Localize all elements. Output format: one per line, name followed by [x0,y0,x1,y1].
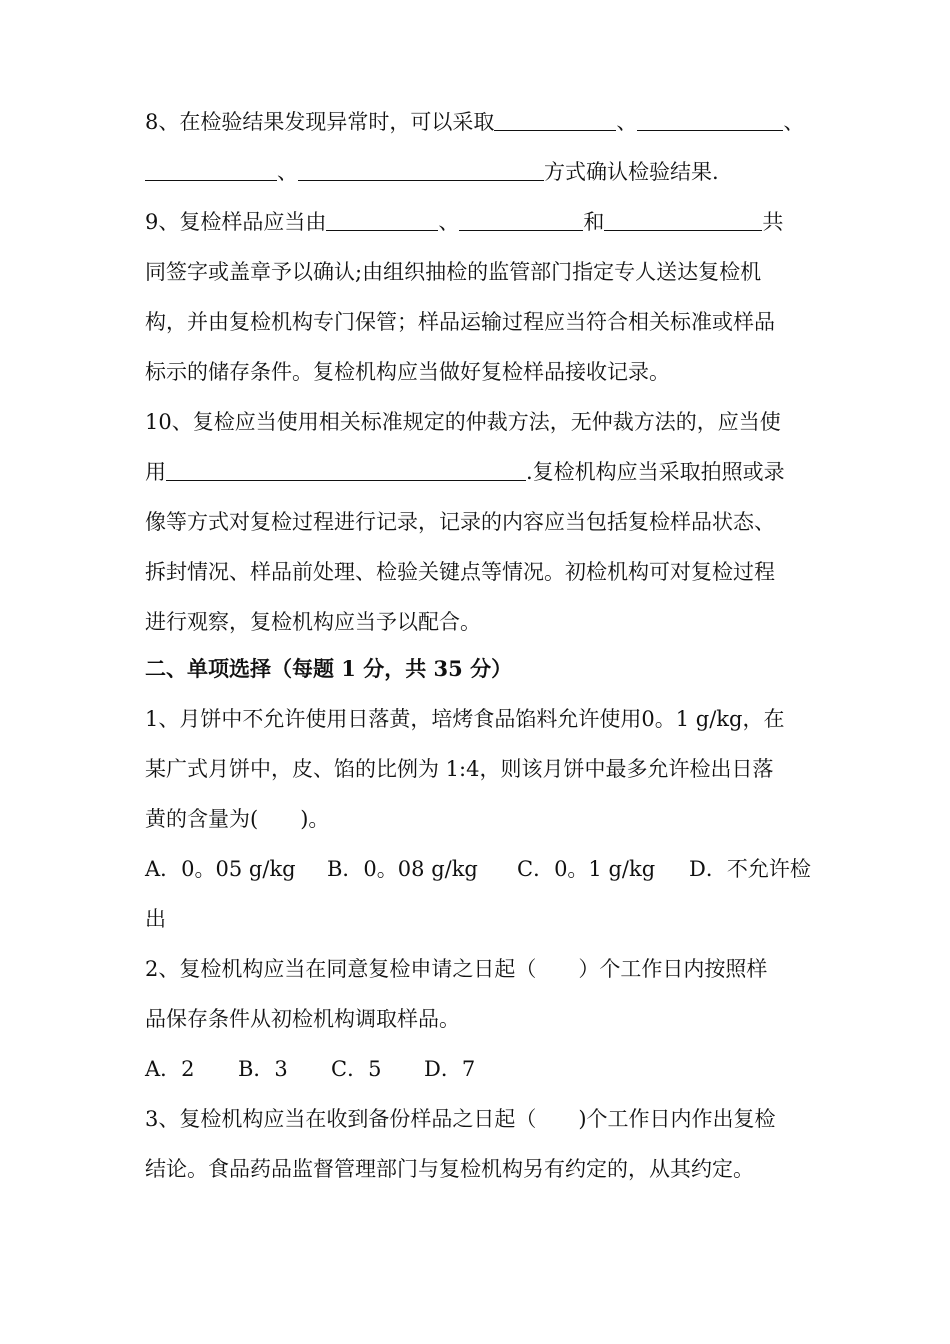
q9-line-3: 构，并由复检机构专门保管；样品运输过程应当符合相关标准或样品 [145,310,775,334]
q8-blank-4[interactable] [298,160,544,181]
q8-text: 8、在检验结果发现异常时，可以采取 [145,110,495,134]
q8-line-2 [145,157,825,187]
q8-tail: 方式确认检验结果. [544,160,719,184]
q9-blank-1[interactable] [326,210,438,231]
q9-blank-3[interactable] [604,210,762,231]
q8-blank-3[interactable] [145,160,277,181]
q9-blank-2[interactable] [459,210,583,231]
q9-sep: 、 [438,210,460,234]
q9-line-1 [145,207,825,237]
mc1-line-1: 1、月饼中不允许使用日落黄，培烤食品馅料允许使用0。1 g/kg，在 [145,707,785,731]
mc2-line-2: 品保存条件从初检机构调取样品。 [145,1007,460,1031]
q10-line-2 [145,457,825,487]
mc1-option-wrap: 出 [145,907,166,931]
mc3-line-1: 3、复检机构应当在收到备份样品之日起（ )个工作日内作出复检 [145,1107,776,1131]
q10-line-5: 进行观察，复检机构应当予以配合。 [145,610,481,634]
mc1-option-d[interactable]: D．不允许检 [689,857,811,881]
q8-blank-2[interactable] [637,110,783,131]
mc2-line-1: 2、复检机构应当在同意复检申请之日起（ ）个工作日内按照样 [145,957,768,981]
mc1-option-a[interactable]: A．0。05 g/kg [145,857,296,881]
q10-text: 用 [145,460,166,484]
q8-blank-1[interactable] [494,110,616,131]
mc2-option-b[interactable]: B．3 [238,1057,288,1081]
mc1-options [145,854,825,884]
mc2-options [145,1054,825,1084]
q10-blank-1[interactable] [166,460,526,481]
q9-text: 9、复检样品应当由 [145,210,327,234]
mc1-option-b[interactable]: B．0。08 g/kg [327,857,478,881]
mc1-option-c[interactable]: C．0。1 g/kg [517,857,656,881]
mc1-line-2: 某广式月饼中，皮、馅的比例为 1:4，则该月饼中最多允许检出日落 [145,757,774,781]
q9-line-4: 标示的储存条件。复检机构应当做好复检样品接收记录。 [145,360,670,384]
q8-sep-3: 、 [277,160,298,184]
mc2-option-c[interactable]: C．5 [331,1057,382,1081]
q9-and: 和 [583,210,605,234]
mc3-line-2: 结论。食品药品监督管理部门与复检机构另有约定的，从其约定。 [145,1157,754,1181]
q10-line-3: 像等方式对复检过程进行记录，记录的内容应当包括复检样品状态、 [145,510,775,534]
mc2-option-d[interactable]: D．7 [424,1057,476,1081]
q9-tail: 共 [762,210,784,234]
q8-sep-2: 、 [783,110,805,134]
q10-tail: .复检机构应当采取拍照或录 [526,460,785,484]
q10-line-4: 拆封情况、样品前处理、检验关键点等情况。初检机构可对复检过程 [145,560,775,584]
q10-line-1: 10、复检应当使用相关标准规定的仲裁方法，无仲裁方法的，应当使 [145,410,781,434]
q9-line-2: 同签字或盖章予以确认;由组织抽检的监管部门指定专人送达复检机 [145,260,762,284]
q8-sep-1: 、 [616,110,638,134]
mc2-option-a[interactable]: A．2 [145,1057,195,1081]
mc1-line-3: 黄的含量为( )。 [145,807,330,831]
section-title: 二、单项选择（每题 1 分，共 35 分） [145,656,513,681]
q8-line-1 [145,107,825,137]
